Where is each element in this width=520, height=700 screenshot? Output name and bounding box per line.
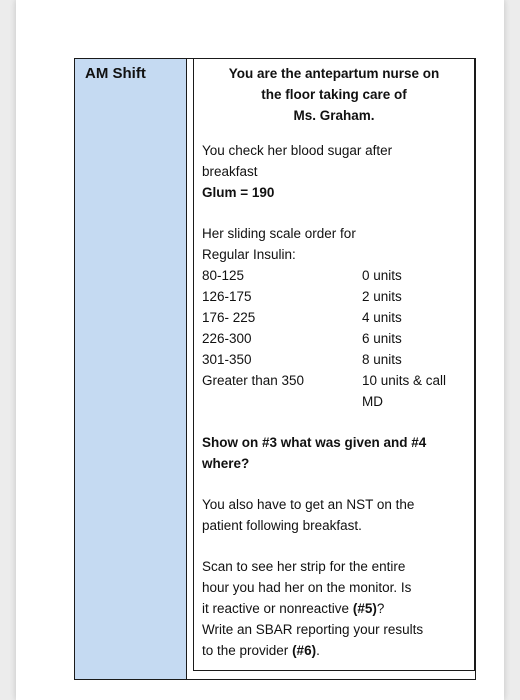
blood-sugar-line: You check her blood sugar after <box>202 143 393 158</box>
scale-range <box>202 391 362 412</box>
scale-range: 126-175 <box>202 289 252 304</box>
glucose-result: Glum = 190 <box>202 185 275 200</box>
question-line: where? <box>202 456 250 471</box>
intro-line: You are the antepartum nurse on <box>228 66 440 81</box>
scale-dose: MD <box>362 394 383 409</box>
content-box <box>193 59 475 671</box>
blood-sugar-section <box>202 140 466 203</box>
scan-line <box>202 598 466 619</box>
scale-dose: 0 units <box>362 268 402 283</box>
scale-row <box>202 286 466 307</box>
intro-line: Ms. Graham. <box>293 108 375 123</box>
scan-text: to the provider <box>202 643 293 658</box>
blood-sugar-line: breakfast <box>202 164 258 179</box>
question-ref: (#6) <box>292 643 317 658</box>
nst-section <box>202 494 466 536</box>
intro-line: the floor taking care of <box>261 87 407 102</box>
scale-row <box>202 349 466 370</box>
show-question <box>202 432 466 474</box>
scale-dose: 2 units <box>362 289 402 304</box>
nst-line: You also have to get an NST on the <box>202 497 415 512</box>
nst-line: patient following breakfast. <box>202 518 362 533</box>
scale-row <box>202 391 466 412</box>
scale-range: 226-300 <box>202 331 252 346</box>
scan-section <box>202 556 466 661</box>
question-line: Show on #3 what was given and #4 <box>202 435 427 450</box>
intro-text <box>202 63 466 126</box>
scale-row <box>202 328 466 349</box>
scale-range: Greater than 350 <box>202 373 305 388</box>
sliding-scale-section <box>202 223 466 412</box>
scan-line: Scan to see her strip for the entire <box>202 559 406 574</box>
question-ref: (#5) <box>352 601 377 616</box>
scale-range: 176- 225 <box>202 310 256 325</box>
document-page <box>16 0 504 700</box>
scale-range: 80-125 <box>202 268 245 283</box>
scan-text: it reactive or nonreactive <box>202 601 353 616</box>
scale-row <box>202 370 466 391</box>
scale-dose: 6 units <box>362 331 402 346</box>
scan-text: ? <box>376 601 385 616</box>
scale-dose: 8 units <box>362 352 402 367</box>
shift-table <box>74 58 476 680</box>
scan-line: Write an SBAR reporting your results <box>202 622 424 637</box>
content-cell <box>187 59 475 679</box>
scale-row <box>202 265 466 286</box>
scan-text: . <box>316 643 320 658</box>
scan-line <box>202 640 466 661</box>
shift-cell <box>75 59 187 679</box>
scan-line: hour you had her on the monitor. Is <box>202 580 412 595</box>
scale-dose: 10 units & call <box>362 373 447 388</box>
scale-dose: 4 units <box>362 310 402 325</box>
scale-range: 301-350 <box>202 352 252 367</box>
scale-row <box>202 307 466 328</box>
sliding-scale-line: Regular Insulin: <box>202 247 296 262</box>
shift-label: AM Shift <box>85 65 146 82</box>
sliding-scale-line: Her sliding scale order for <box>202 226 356 241</box>
